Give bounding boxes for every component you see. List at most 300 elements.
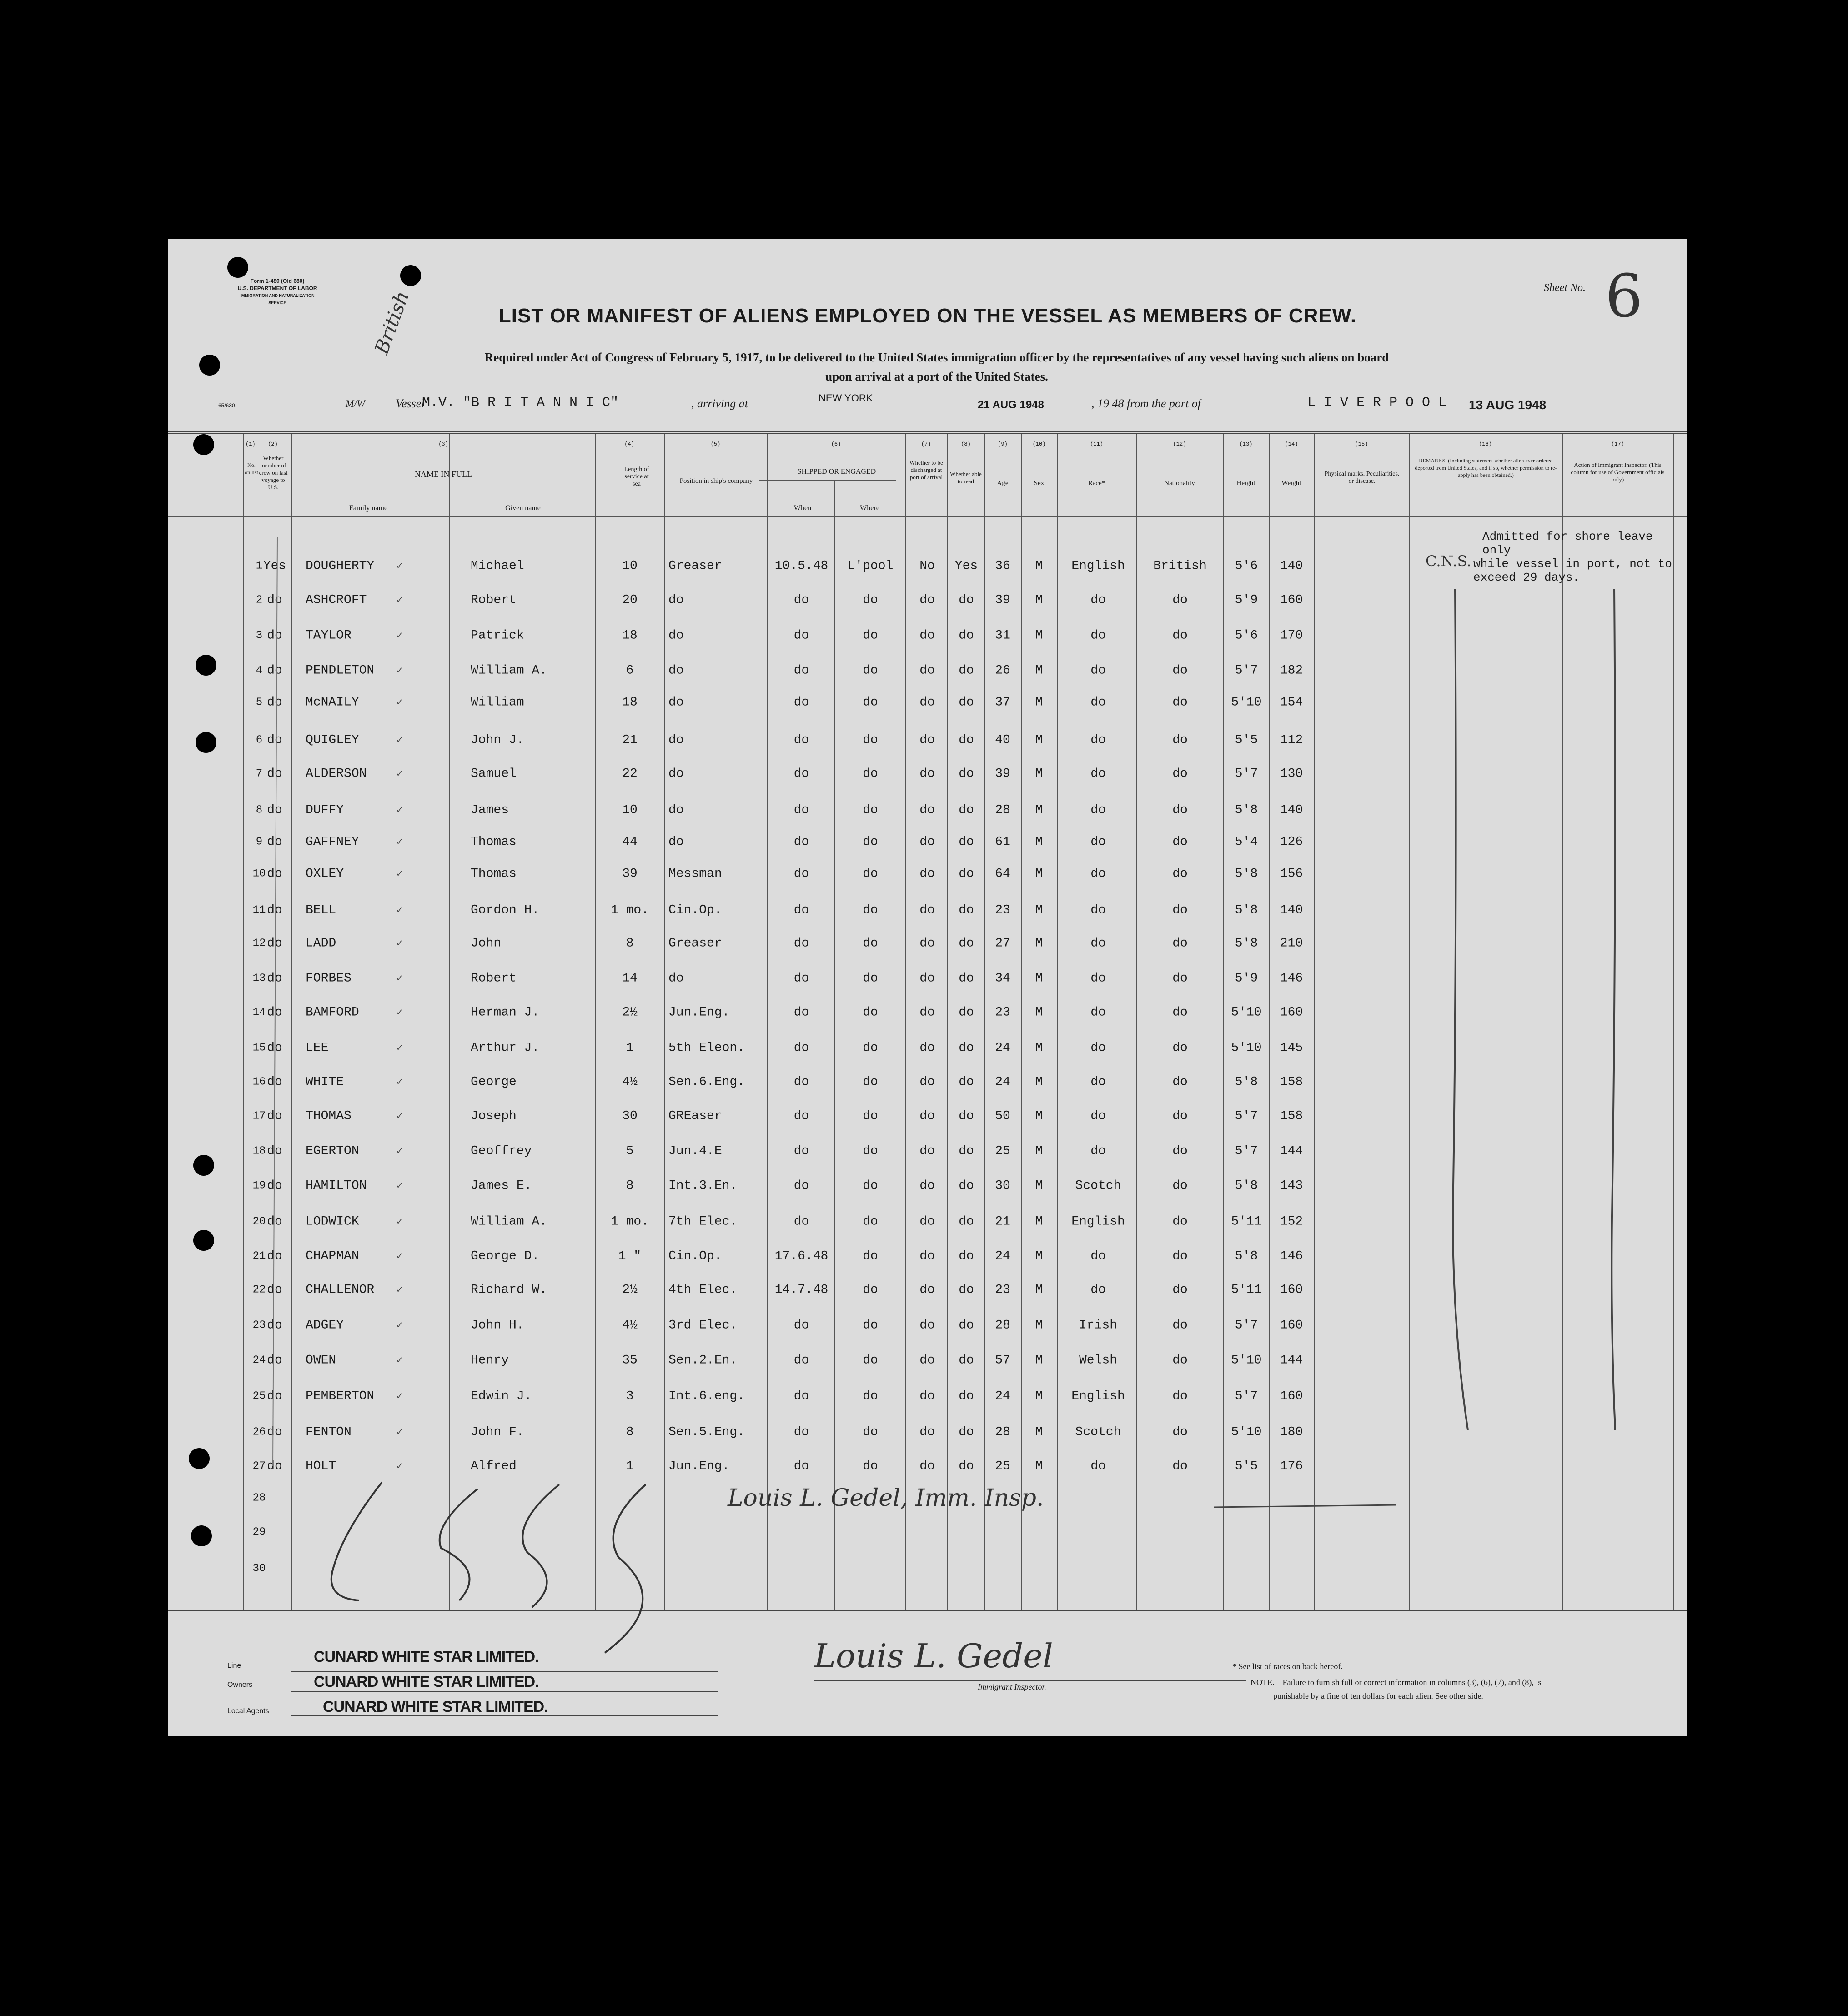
cell-where: do [863,1075,878,1089]
cell-given: James E. [471,1179,532,1193]
remarks-line-1: Admitted for shore leave only [1482,530,1653,557]
cell-given: Michael [471,559,524,573]
cell-service: 8 [626,1179,634,1193]
header-last-voyage: Whether member of crew on last voyage to U.S. [259,455,288,491]
cell-height: 5'8 [1235,1249,1258,1264]
cell-voy: do [267,936,282,951]
cell-read: do [959,803,974,817]
column-number: (11) [1090,441,1103,447]
form-code: 65/630. [218,402,237,409]
cell-voy: do [267,1005,282,1020]
cell-age: 40 [995,733,1010,747]
departure-date-stamp: 13 AUG 1948 [1469,398,1547,412]
cell-race: Scotch [1075,1425,1121,1439]
cell-read: do [959,971,974,986]
cell-service: 1 mo. [610,903,649,918]
cell-age: 23 [995,1283,1010,1297]
column-number: (14) [1285,441,1298,447]
cell-position: do [668,733,684,747]
cell-family: TAYLOR [306,628,352,643]
cell-position: do [668,835,684,849]
cell-family: CHALLENOR [306,1283,375,1297]
cell-sex: M [1035,1389,1043,1404]
vessel-prefix: M/W [346,398,365,409]
cell-family: DOUGHERTY [306,559,375,573]
cell-weight: 156 [1280,867,1303,881]
cell-race: do [1090,1005,1106,1020]
document-title: LIST OR MANIFEST OF ALIENS EMPLOYED ON THE VESSEL AS MEMBERS OF CREW. [498,305,1357,327]
cell-nat: do [1172,867,1188,881]
cell-where: do [863,767,878,781]
cell-where: do [863,1144,878,1158]
cell-service: 3 [626,1389,634,1404]
header-height: Height [1236,480,1255,487]
cell-service: 8 [626,936,634,951]
row-number: 23 [252,1319,266,1332]
cell-weight: 160 [1280,1389,1303,1404]
cell-position: do [668,663,684,678]
row-number: 18 [252,1145,266,1158]
checkmark-icon: ✓ [397,1320,403,1331]
cell-voy: do [267,593,282,607]
cell-voy: Yes [263,559,286,573]
cell-nat: do [1172,628,1188,643]
cell-sex: M [1035,1283,1043,1297]
cell-read: do [959,628,974,643]
cell-when: do [793,1318,809,1333]
cell-nat: do [1172,593,1188,607]
cell-age: 31 [995,628,1010,643]
cell-read: do [959,1389,974,1404]
cell-race: do [1090,628,1106,643]
cell-height: 5'7 [1235,767,1258,781]
cell-nat: British [1153,559,1207,573]
cell-voy: do [267,971,282,986]
cell-age: 39 [995,593,1010,607]
cell-service: 10 [622,559,638,573]
row-number: 7 [256,767,263,780]
cell-voy: do [267,1318,282,1333]
cell-age: 28 [995,1318,1010,1333]
cell-sex: M [1035,767,1043,781]
footer-line-label: Line [227,1662,241,1670]
cell-sex: M [1035,628,1043,643]
cell-height: 5'8 [1235,867,1258,881]
cell-voy: do [267,903,282,918]
cell-service: 4½ [622,1318,638,1333]
cell-nat: do [1172,803,1188,817]
cell-weight: 176 [1280,1459,1303,1474]
row-number: 6 [256,734,263,747]
cell-age: 25 [995,1459,1010,1474]
cell-age: 61 [995,835,1010,849]
cell-height: 5'8 [1235,803,1258,817]
cell-nat: do [1172,1389,1188,1404]
cell-family: WHITE [306,1075,344,1089]
cell-given: William [471,695,524,710]
cell-given: Gordon H. [471,903,540,918]
cell-family: LEE [306,1041,329,1055]
cell-voy: do [267,1249,282,1264]
header-physical-marks: Physical marks, Peculiarities, or disease. [1324,471,1400,485]
checkmark-icon: ✓ [397,1111,403,1122]
cell-nat: do [1172,1109,1188,1123]
checkmark-icon: ✓ [397,697,403,708]
cell-voy: do [267,1214,282,1229]
cell-read: do [959,1005,974,1020]
cell-nat: do [1172,1005,1188,1020]
cell-family: PEMBERTON [306,1389,375,1404]
cell-height: 5'10 [1231,1353,1262,1368]
cell-service: 2½ [622,1005,638,1020]
cell-race: Irish [1079,1318,1117,1333]
cell-sex: M [1035,695,1043,710]
cell-service: 2½ [622,1283,638,1297]
cell-voy: do [267,767,282,781]
cell-nat: do [1172,1425,1188,1439]
cell-where: L'pool [847,559,894,573]
cell-given: Herman J. [471,1005,540,1020]
cell-where: do [863,1179,878,1193]
row-number: 22 [252,1284,266,1296]
cell-given: Patrick [471,628,524,643]
header-no-on-list: No. on list [245,462,258,476]
agents-stamp: CUNARD WHITE STAR LIMITED. [323,1698,548,1715]
handwritten-note: British [370,288,414,357]
row-number: 15 [252,1042,266,1054]
row-number: 16 [252,1076,266,1088]
cell-given: Alfred [471,1459,517,1474]
row-number: 19 [252,1179,266,1192]
checkmark-icon: ✓ [397,1251,403,1262]
cell-height: 5'8 [1235,903,1258,918]
cell-given: Robert [471,593,517,607]
cell-position: Cin.Op. [668,1249,722,1264]
row-number: 8 [256,804,263,817]
cell-height: 5'8 [1235,1179,1258,1193]
column-number: (17) [1611,441,1624,447]
row-number: 27 [252,1460,266,1473]
checkmark-icon: ✓ [397,1216,403,1228]
row-number: 25 [252,1390,266,1403]
cell-nat: do [1172,663,1188,678]
footer-rule [291,1691,718,1692]
cell-disch: do [919,835,935,849]
cell-sex: M [1035,936,1043,951]
cell-disch: do [919,1318,935,1333]
cell-position: 5th Eleon. [668,1041,745,1055]
cell-sex: M [1035,593,1043,607]
checkmark-icon: ✓ [397,1007,403,1018]
cell-height: 5'7 [1235,1144,1258,1158]
cell-when: do [793,1214,809,1229]
cell-age: 27 [995,936,1010,951]
row-number: 2 [256,594,263,607]
cell-when: do [793,1075,809,1089]
cell-sex: M [1035,1179,1043,1193]
row-number: 9 [256,836,263,848]
cell-height: 5'7 [1235,663,1258,678]
cell-when: do [793,1353,809,1368]
cell-race: do [1090,663,1106,678]
cell-nat: do [1172,1075,1188,1089]
checkmark-icon: ✓ [397,1461,403,1472]
cell-sex: M [1035,1249,1043,1264]
cell-position: do [668,695,684,710]
cell-when: do [793,1389,809,1404]
header-remarks: REMARKS. (Including statement whether alien ever ordered deported from United States, and if so, whether permission to re-apply has been obtained.) [1415,457,1557,478]
cell-sex: M [1035,1005,1043,1020]
cell-when: do [793,835,809,849]
cell-given: George [471,1075,517,1089]
cell-family: QUIGLEY [306,733,359,747]
sheet-label: Sheet No. [1544,282,1586,294]
cell-sex: M [1035,663,1043,678]
header-name-in-full: NAME IN FULL [415,470,472,479]
checkmark-icon: ✓ [397,768,403,780]
checkmark-icon: ✓ [397,1146,403,1157]
cell-race: do [1090,695,1106,710]
cell-family: ASHCROFT [306,593,367,607]
cell-sex: M [1035,867,1043,881]
cell-read: do [959,1214,974,1229]
cell-weight: 182 [1280,663,1303,678]
checkmark-icon: ✓ [397,665,403,677]
cell-read: do [959,936,974,951]
cell-position: Int.3.En. [668,1179,738,1193]
cell-when: do [793,936,809,951]
header-action-of-inspector: Action of Immigrant Inspector. (This column for use of Government officials only) [1571,461,1665,483]
cell-sex: M [1035,1214,1043,1229]
row-number: 5 [256,696,263,709]
cell-given: Samuel [471,767,517,781]
cell-position: Messman [668,867,722,881]
cell-age: 25 [995,1144,1010,1158]
cell-where: do [863,1249,878,1264]
cell-where: do [863,803,878,817]
cell-disch: do [919,1144,935,1158]
inline-signature: Louis L. Gedel, Imm. Insp. [728,1484,1044,1512]
cell-service: 1 mo. [610,1214,649,1229]
footer-owners-label: Owners [227,1681,253,1689]
cell-position: Sen.6.Eng. [668,1075,745,1089]
header-able-to-read: Whether able to read [950,471,982,485]
cell-given: Arthur J. [471,1041,540,1055]
cell-weight: 140 [1280,559,1303,573]
cell-height: 5'6 [1235,628,1258,643]
cell-disch: do [919,1283,935,1297]
cell-read: do [959,867,974,881]
cell-nat: do [1172,1144,1188,1158]
cell-weight: 140 [1280,803,1303,817]
cell-disch: do [919,936,935,951]
cell-race: do [1090,767,1106,781]
cell-height: 5'4 [1235,835,1258,849]
cell-nat: do [1172,1318,1188,1333]
remarks-line-2: while vessel in port, not to [1473,557,1672,571]
cell-weight: 146 [1280,971,1303,986]
cell-sex: M [1035,559,1043,573]
cell-disch: do [919,1109,935,1123]
row-number: 17 [252,1110,266,1123]
cell-service: 1 " [618,1249,642,1264]
manifest-sheet [168,239,1687,1736]
row-number: 28 [252,1492,266,1504]
cell-disch: do [919,733,935,747]
subtitle-line-2: upon arrival at a port of the United States. [825,370,1048,383]
row-number: 30 [252,1562,266,1575]
cell-read: do [959,767,974,781]
cell-given: William A. [471,1214,547,1229]
cell-nat: do [1172,1041,1188,1055]
cell-disch: do [919,1075,935,1089]
cell-race: English [1071,1389,1125,1404]
cell-family: PENDLETON [306,663,375,678]
cell-nat: do [1172,971,1188,986]
cell-age: 23 [995,903,1010,918]
cell-disch: do [919,1249,935,1264]
cell-height: 5'5 [1235,1459,1258,1474]
cell-height: 5'11 [1231,1214,1262,1229]
cell-where: do [863,1109,878,1123]
cell-family: ADGEY [306,1318,344,1333]
cell-disch: No [919,559,935,573]
cell-age: 34 [995,971,1010,986]
cell-weight: 112 [1280,733,1303,747]
header-position: Position in ship's company [679,477,753,485]
cell-given: Robert [471,971,517,986]
cell-voy: do [267,1283,282,1297]
cell-age: 21 [995,1214,1010,1229]
cell-age: 26 [995,663,1010,678]
cell-service: 39 [622,867,638,881]
cell-given: Henry [471,1353,509,1368]
cell-when: do [793,1041,809,1055]
cell-voy: do [267,1353,282,1368]
cell-weight: 170 [1280,628,1303,643]
cell-race: do [1090,867,1106,881]
cell-weight: 152 [1280,1214,1303,1229]
cell-weight: 160 [1280,1318,1303,1333]
cell-when: do [793,867,809,881]
checkmark-icon: ✓ [397,837,403,848]
cell-position: Greaser [668,559,722,573]
cell-where: do [863,628,878,643]
cell-voy: do [267,663,282,678]
cell-height: 5'7 [1235,1389,1258,1404]
checkmark-icon: ✓ [397,1355,403,1366]
cell-family: OWEN [306,1353,336,1368]
checkmark-icon: ✓ [397,1077,403,1088]
cell-race: do [1090,1109,1106,1123]
cell-read: do [959,1109,974,1123]
header-length-of-service: Length of service at sea [624,466,649,487]
cell-voy: do [267,1075,282,1089]
cell-disch: do [919,1214,935,1229]
cell-disch: do [919,903,935,918]
cell-race: do [1090,971,1106,986]
cell-when: do [793,1005,809,1020]
cell-nat: do [1172,1283,1188,1297]
cell-age: 24 [995,1075,1010,1089]
cell-sex: M [1035,1144,1043,1158]
cell-when: do [793,695,809,710]
cell-when: 14.7.48 [774,1283,829,1297]
arrival-date-stamp: 21 AUG 1948 [978,399,1044,411]
cell-where: do [863,733,878,747]
checkmark-icon: ✓ [397,973,403,984]
vessel-name: M.V. "B R I T A N N I C" [422,395,619,411]
cell-service: 22 [622,767,638,781]
cell-sex: M [1035,903,1043,918]
cell-where: do [863,936,878,951]
cell-position: do [668,803,684,817]
cell-weight: 126 [1280,835,1303,849]
cell-where: do [863,1353,878,1368]
column-number: (15) [1355,441,1368,447]
footer-rule [291,1671,718,1672]
cell-service: 20 [622,593,638,607]
cell-family: BELL [306,903,336,918]
cell-sex: M [1035,1075,1043,1089]
cell-disch: do [919,628,935,643]
cell-service: 1 [626,1459,634,1474]
cell-age: 23 [995,1005,1010,1020]
cell-weight: 143 [1280,1179,1303,1193]
checkmark-icon: ✓ [397,905,403,916]
cell-height: 5'9 [1235,593,1258,607]
cell-position: 4th Elec. [668,1283,738,1297]
remarks-line-3: exceed 29 days. [1473,571,1580,584]
cell-sex: M [1035,733,1043,747]
column-number: (1) [246,441,256,447]
cell-height: 5'7 [1235,1318,1258,1333]
cell-height: 5'5 [1235,733,1258,747]
signature-rule [814,1680,1246,1681]
header-when: When [793,504,812,512]
cell-service: 44 [622,835,638,849]
cell-nat: do [1172,903,1188,918]
cell-family: LODWICK [306,1214,359,1229]
cell-when: do [793,1425,809,1439]
service-name: IMMIGRATION AND NATURALIZATION SERVICE [240,293,315,305]
owners-stamp: CUNARD WHITE STAR LIMITED. [314,1673,539,1690]
cell-race: do [1090,936,1106,951]
cell-position: Jun.4.E [668,1144,722,1158]
cell-voy: do [267,1425,282,1439]
cell-age: 39 [995,767,1010,781]
cell-given: Thomas [471,835,517,849]
row-number: 14 [252,1006,266,1019]
cell-weight: 144 [1280,1144,1303,1158]
cell-age: 37 [995,695,1010,710]
cell-nat: do [1172,936,1188,951]
cell-read: do [959,1179,974,1193]
column-number: (16) [1479,441,1492,447]
cell-sex: M [1035,1459,1043,1474]
cell-family: HOLT [306,1459,336,1474]
cell-where: do [863,1425,878,1439]
cell-race: do [1090,803,1106,817]
cell-given: John H. [471,1318,524,1333]
row-number: 29 [252,1526,266,1539]
cell-where: do [863,903,878,918]
cell-disch: do [919,867,935,881]
cell-nat: do [1172,767,1188,781]
cell-where: do [863,695,878,710]
cell-age: 24 [995,1249,1010,1264]
cell-family: FENTON [306,1425,352,1439]
